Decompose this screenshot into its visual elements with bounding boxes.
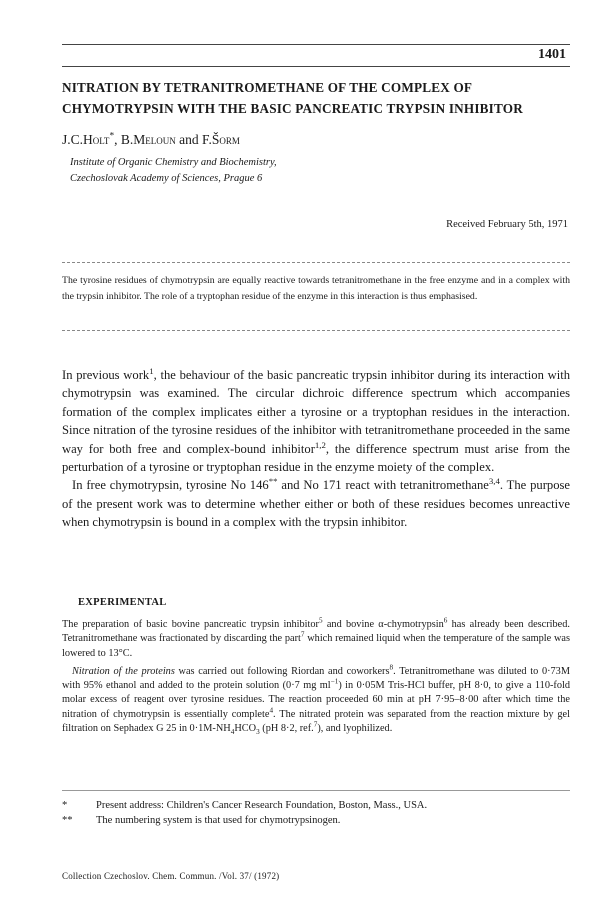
abstract-bottom-rule <box>62 330 570 331</box>
footnote-2 <box>62 813 562 828</box>
author-separator: and <box>175 132 203 147</box>
footnote-text: Present address: Children's Cancer Research Foundation, Boston, Mass., USA. <box>96 800 428 811</box>
footnote-mark: * <box>62 800 68 811</box>
intro-paragraph-2: In free chymotrypsin, tyrosine No 146** and No 171 react with tetranitromethane$^{3,4}$. The purpose of the present work was to determine whether either or both of these residues becomes unreactive when chymotrypsin is bound in a complex with the trypsin inhibitor. <box>62 476 570 530</box>
section-heading-experimental: EXPERIMENTAL <box>78 597 167 608</box>
affiliation-line-2: Czechoslovak Academy of Sciences, Prague 6 <box>70 173 263 184</box>
journal-footer: Collection Czechoslov. Chem. Commun. /Vol. 37/ (1972) <box>62 871 280 881</box>
citation: 3,4 <box>488 476 500 487</box>
author-2-surname: Meloun <box>133 132 176 147</box>
citation: 5 <box>318 616 323 625</box>
abstract-top-rule <box>62 262 570 263</box>
footnote-text: The numbering system is that used for chymotrypsinogen. <box>96 815 341 826</box>
run-in-heading: Nitration of the proteins <box>72 665 175 677</box>
author-1-initials: J.C. <box>62 132 84 147</box>
affiliation <box>70 155 277 187</box>
title-rule <box>62 66 570 67</box>
experimental-paragraph-2: Nitration of the proteins was carried out following Riordan and coworkers$^8$. Tetranitromethane was diluted to 0·73M with 95% ethanol and added to the protein solution (0·7 mg $ml^{-1}$) in 0·05M Tris-HCl buffer, pH 8·0, to give a 110-fold molar excess of reagent over tyrosine residues. The reaction proceeded 60 min at pH 7·95–8·00 after which time the nitration of chymotrypsin is essentially complete$^4$. The nitrated protein was separated from the reaction mixture by gel filtration on Sephadex G 25 in $0\cdot 1M-NH_4HCO_3$ (pH 8·2, ref.$^7$), and lyophilized. <box>62 663 570 737</box>
top-rule <box>62 44 570 45</box>
citation: 1,2 <box>314 439 326 450</box>
title-line-2: CHYMOTRYPSIN WITH THE BASIC PANCREATIC TRYPSIN INHIBITOR <box>62 101 523 116</box>
author-list <box>62 132 240 148</box>
abstract: The tyrosine residues of chymotrypsin are equally reactive towards tetranitromethane in the free enzyme and in a complex with the trypsin inhibitor. The role of a tryptophan residue of the enzyme in this interaction is thus emphasised. <box>62 275 570 302</box>
citation: 8 <box>389 663 394 672</box>
citation: 6 <box>443 616 448 625</box>
citation: 4 <box>269 706 274 715</box>
page-number: 1401 <box>538 47 566 62</box>
footnote-rule <box>62 790 570 791</box>
author-separator: , <box>114 132 121 147</box>
experimental-section <box>62 618 570 740</box>
article-title <box>62 77 562 119</box>
author-3-initials: F. <box>202 132 212 147</box>
title-line-1: NITRATION BY TETRANITROMETHANE OF THE COMPLEX OF <box>62 80 473 95</box>
introduction <box>62 366 570 532</box>
experimental-paragraph-1: The preparation of basic bovine pancreatic trypsin inhibitor$^5$ and bovine α-chymotrypsin$^6$ has already been described. Tetranitromethane was fractionated by discarding the part$^7$ which remained liquid when the temperature of the sample was lowered to 13°C. <box>62 616 570 659</box>
citation: 7 <box>313 720 318 729</box>
author-1-footnote-mark: * <box>109 131 115 142</box>
footnote-1 <box>62 798 562 813</box>
citation: 1 <box>149 365 154 376</box>
received-date: Received February 5th, 1971 <box>446 219 568 230</box>
exponent: −1 <box>330 677 339 686</box>
footnote-mark: ** <box>62 815 73 826</box>
subscript: 4 <box>230 728 235 737</box>
subscript: 3 <box>256 728 260 737</box>
author-3-surname: Šorm <box>211 132 240 147</box>
author-2-initials: B. <box>120 132 134 147</box>
footnote-mark: ** <box>268 476 278 487</box>
author-1-surname: Holt <box>83 132 110 147</box>
affiliation-line-1: Institute of Organic Chemistry and Biochemistry, <box>70 157 277 168</box>
citation: 7 <box>300 630 305 639</box>
intro-paragraph-1: In previous work$^1$, the behaviour of the basic pancreatic trypsin inhibitor during its interaction with chymotrypsin was examined. The circular dichroic difference spectrum which accompanies formation of the complex implicates either a tyrosine or a tryptophan residues in the interaction. Since nitration of the tyrosine residues of the inhibitor with tetranitromethane proceeded in the same way for both free and complex-bound inhibitor$^{1,2}$, the difference spectrum must arise from the perturbation of a tyrosine or tryptophan residue in the enzyme moiety of the complex. <box>62 365 570 475</box>
